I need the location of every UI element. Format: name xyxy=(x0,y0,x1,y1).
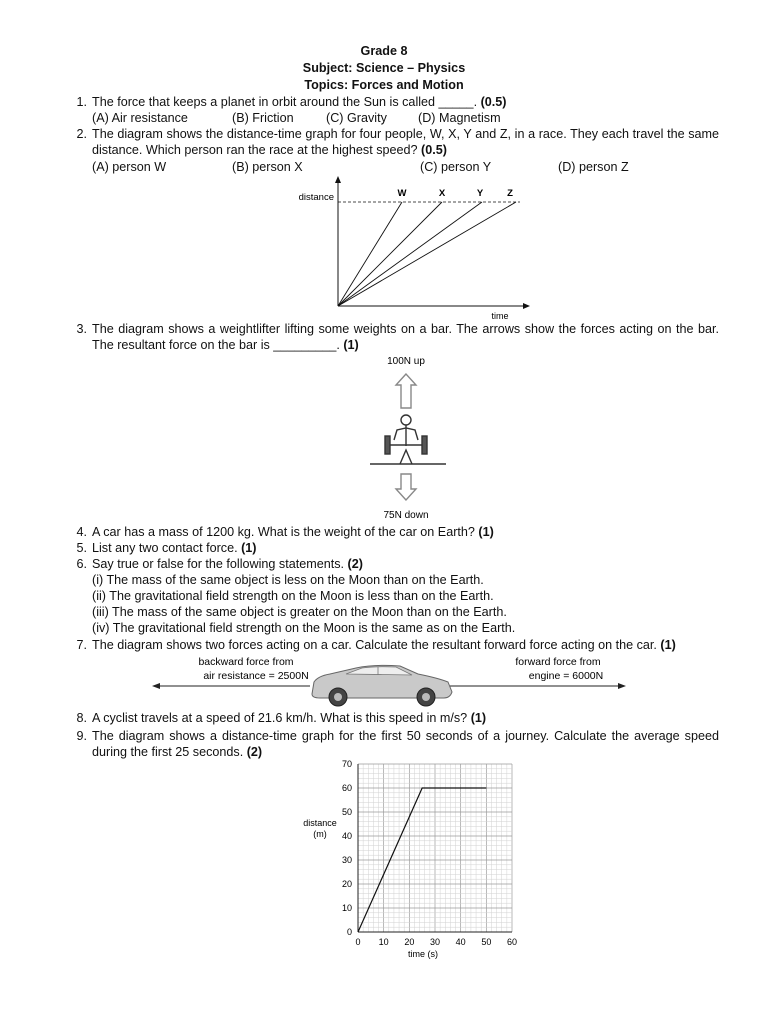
car-forces-diagram xyxy=(150,652,630,708)
x-tick-label: 60 xyxy=(506,937,518,947)
question-points: (2) xyxy=(347,557,363,571)
line-w xyxy=(338,202,402,306)
up-arrow-icon xyxy=(396,374,416,408)
race-graph xyxy=(290,174,530,324)
question-number: 6. xyxy=(76,557,87,571)
question-text: List any two contact force. xyxy=(92,541,242,555)
q2-option-d: (D) person Z xyxy=(558,160,629,174)
question-number: 9. xyxy=(76,729,87,743)
q1-option-d: (D) Magnetism xyxy=(418,111,501,125)
question-number: 4. xyxy=(76,525,87,539)
question-points: (1) xyxy=(241,541,257,555)
distance-label: distance xyxy=(298,192,334,203)
chart-grid xyxy=(358,764,512,932)
y-axis-label-line1: distance xyxy=(303,818,337,828)
car-icon xyxy=(312,665,452,706)
y-tick-label: 30 xyxy=(341,855,352,865)
question-number: 8. xyxy=(76,711,87,725)
question-text: The diagram shows two forces acting on a car. Calculate the resultant forward force acting on the car. xyxy=(92,638,661,652)
y-tick-label: 40 xyxy=(341,831,352,841)
x-tick-label: 10 xyxy=(378,937,389,947)
x-tick-label: 30 xyxy=(429,937,441,947)
question-text: The force that keeps a planet in orbit around the Sun is called _____. xyxy=(92,95,481,109)
question-points: (1) xyxy=(660,638,676,652)
question-points: (2) xyxy=(246,745,263,760)
backward-force-label-2: air resistance = 2500N xyxy=(203,670,309,682)
x-axis-arrow xyxy=(523,303,530,309)
q6-statement-i: (i) The mass of the same object is less on the Moon than on the Earth. xyxy=(92,573,484,587)
forward-force-label-2: engine = 6000N xyxy=(528,670,604,682)
q2-option-a: (A) person W xyxy=(92,160,167,174)
question-number: 3. xyxy=(76,322,87,336)
distance-time-chart xyxy=(290,756,530,966)
backward-arrow-head xyxy=(152,683,160,689)
down-force-label: 75N down xyxy=(383,510,429,521)
question-points: (1) xyxy=(470,711,487,725)
topics-heading: Topics: Forces and Motion xyxy=(304,78,464,92)
label-y: Y xyxy=(476,188,484,199)
y-axis-label-line2: (m) xyxy=(313,829,327,839)
question-text: A car has a mass of 1200 kg. What is the weight of the car on Earth? xyxy=(92,525,479,539)
question-text: A cyclist travels at a speed of 21.6 km/h. What is this speed in m/s? xyxy=(92,711,471,725)
subject-heading: Subject: Science – Physics xyxy=(302,61,466,75)
question-number: 2. xyxy=(76,127,87,141)
weightlifter-figure xyxy=(385,415,427,464)
q1-option-c: (C) Gravity xyxy=(326,111,387,125)
question-points: (0.5) xyxy=(480,95,507,109)
grade-heading: Grade 8 xyxy=(360,44,408,58)
question-text: The diagram shows the distance-time graph for four people, W, X, Y and Z, in a race. They each travel the same distance. Which person ran the race at the highest speed? xyxy=(92,127,719,158)
label-x: X xyxy=(438,188,446,199)
question-text: Say true or false for the following statements. xyxy=(92,557,348,571)
backward-force-label-1: backward force from xyxy=(198,656,294,668)
y-tick-label: 10 xyxy=(341,903,352,913)
q2-option-b: (B) person X xyxy=(232,160,303,174)
y-tick-label: 0 xyxy=(346,927,352,937)
question-points: (1) xyxy=(343,338,359,353)
question-number: 5. xyxy=(76,541,87,555)
y-axis-arrow xyxy=(335,176,341,183)
q1-option-b: (B) Friction xyxy=(232,111,294,125)
forward-arrow-head xyxy=(618,683,626,689)
y-tick-label: 20 xyxy=(341,879,352,889)
q6-statement-ii: (ii) The gravitational field strength on the Moon is less than on the Earth. xyxy=(92,589,494,603)
line-y xyxy=(338,202,482,306)
y-tick-label: 60 xyxy=(341,783,352,793)
y-tick-label: 70 xyxy=(341,759,352,769)
question-points: (1) xyxy=(478,525,494,539)
time-label: time xyxy=(491,311,509,321)
x-tick-label: 40 xyxy=(455,937,466,947)
label-w: W xyxy=(397,188,407,199)
up-force-label: 100N up xyxy=(387,356,425,367)
down-arrow-icon xyxy=(396,474,416,500)
x-axis-label: time (s) xyxy=(408,949,438,959)
q6-statement-iii: (iii) The mass of the same object is greater on the Moon than on the Earth. xyxy=(92,605,507,619)
q2-option-c: (C) person Y xyxy=(420,160,492,174)
y-tick-label: 50 xyxy=(341,807,352,817)
x-tick-label: 20 xyxy=(404,937,415,947)
q6-statement-iv: (iv) The gravitational field strength on the Moon is the same as on the Earth. xyxy=(92,621,516,635)
forward-force-label-1: forward force from xyxy=(515,656,601,668)
question-text: The diagram shows a distance-time graph for the first 50 seconds of a journey. Calculate the average speed during the first 25 seconds. xyxy=(92,729,719,760)
x-tick-label: 50 xyxy=(481,937,492,947)
question-number: 1. xyxy=(76,95,87,109)
question-number: 7. xyxy=(76,638,87,652)
x-tick-label: 0 xyxy=(355,937,361,947)
question-points: (0.5) xyxy=(421,143,447,158)
q1-option-a: (A) Air resistance xyxy=(92,111,188,125)
question-text: The diagram shows a weightlifter lifting some weights on a bar. The arrows show the forces acting on the bar. The resultant force on the bar is _________. xyxy=(92,322,719,353)
weightlifter-diagram xyxy=(360,350,460,522)
label-z: Z xyxy=(507,188,513,199)
